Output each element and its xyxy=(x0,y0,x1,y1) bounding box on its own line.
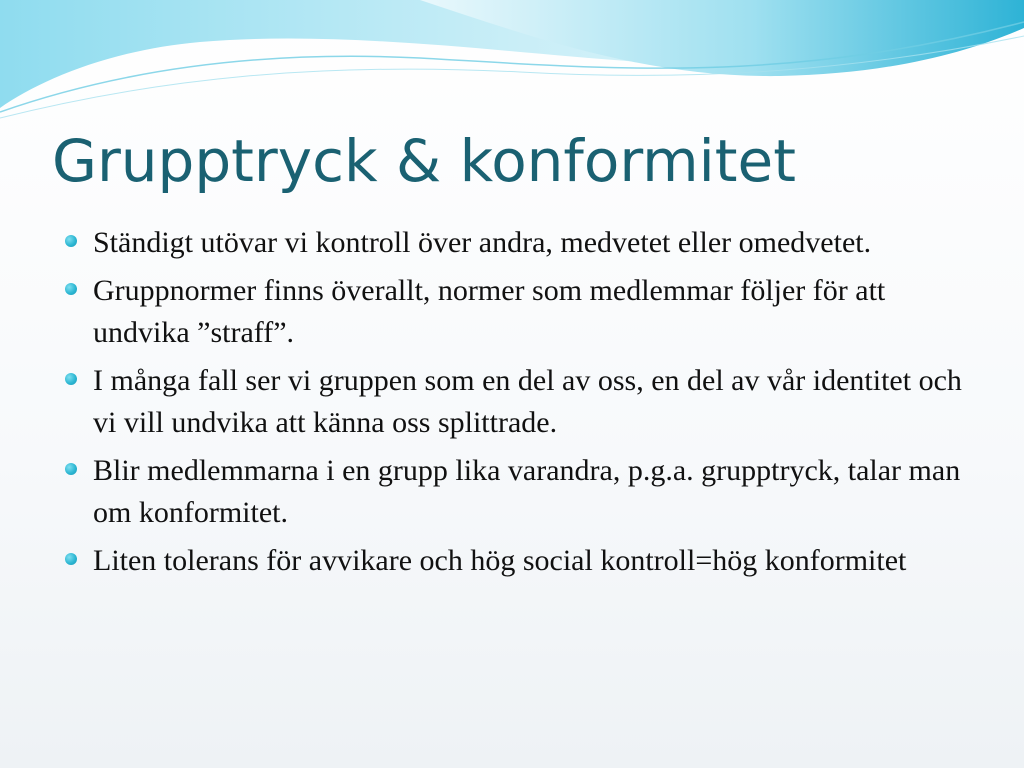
bullet-text: Liten tolerans för avvikare och hög social kontroll=hög konformitet xyxy=(93,544,907,577)
bullet-text: Gruppnormer finns överallt, normer som medlemmar följer för att undvika ”straff”. xyxy=(93,274,886,349)
round-bullet-icon xyxy=(65,373,77,385)
bullet-item xyxy=(62,270,962,354)
bullet-item xyxy=(62,360,962,444)
round-bullet-icon xyxy=(65,553,77,565)
slide-title: Grupptryck & konformitet xyxy=(52,127,796,195)
bullet-text: Ständigt utövar vi kontroll över andra, medvetet eller omedvetet. xyxy=(93,226,872,259)
round-bullet-icon xyxy=(65,283,77,295)
bullet-item xyxy=(62,450,962,534)
bullet-text: Blir medlemmarna i en grupp lika varandra, p.g.a. grupptryck, talar man om konformitet. xyxy=(93,454,961,529)
round-bullet-icon xyxy=(65,463,77,475)
bullet-text: I många fall ser vi gruppen som en del av oss, en del av vår identitet och vi vill undvika att känna oss splittrade. xyxy=(93,364,962,439)
bullet-item xyxy=(62,222,962,264)
round-bullet-icon xyxy=(65,235,77,247)
header-wave-graphic xyxy=(0,0,1024,130)
bullet-list xyxy=(62,222,962,588)
bullet-item xyxy=(62,540,962,582)
